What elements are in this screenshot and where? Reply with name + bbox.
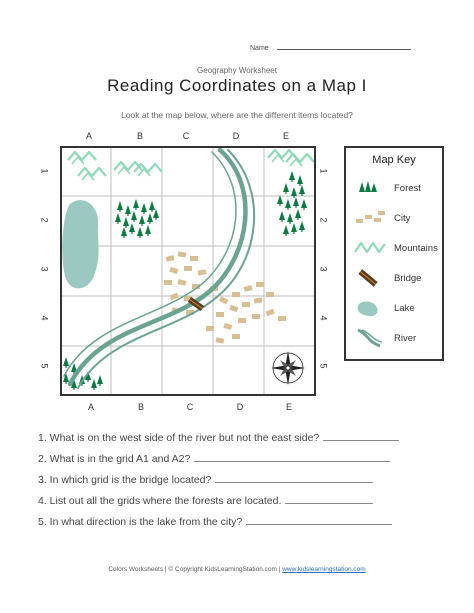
instruction-text: Look at the map below, where are the different items located?: [121, 110, 353, 120]
question-5: [38, 516, 392, 528]
row-label-right-2: 2: [318, 217, 329, 223]
legend-item-city: [346, 208, 442, 230]
question-2-text: 2. What is in the grid A1 and A2?: [38, 453, 191, 465]
legend-item-forest: [346, 178, 442, 200]
col-label-bottom-a: A: [87, 402, 94, 412]
answer-line-1[interactable]: [323, 432, 399, 441]
question-4-text: 4. List out all the grids where the forests are located.: [38, 495, 282, 507]
legend-item-mountains: [346, 238, 442, 260]
question-2: [38, 453, 390, 465]
legend-label-forest: Forest: [394, 183, 421, 194]
mountains-a1: [68, 152, 162, 180]
name-label: Name: [250, 45, 269, 52]
col-label-top-b: B: [136, 131, 143, 141]
row-label-right-1: 1: [318, 168, 329, 174]
col-label-bottom-b: B: [137, 402, 144, 412]
lake-icon: [354, 298, 384, 318]
legend-label-mountains: Mountains: [394, 243, 438, 254]
row-label-right-5: 5: [318, 363, 329, 369]
col-label-bottom-d: D: [236, 402, 244, 412]
worksheet-title: Reading Coordinates on a Map I: [107, 76, 367, 95]
answer-line-3[interactable]: [215, 474, 373, 483]
row-label-left-1: 1: [39, 168, 50, 174]
col-label-top-a: A: [85, 131, 92, 141]
map-key: [344, 146, 444, 361]
answer-line-2[interactable]: [194, 453, 390, 462]
city-icon: [354, 208, 388, 228]
row-label-left-2: 2: [39, 217, 50, 223]
footer-text: Colors Worksheets | © Copyright KidsLearningStation.com |: [108, 566, 281, 573]
forest-b2: [115, 199, 159, 238]
row-label-left-5: 5: [39, 363, 50, 369]
lake-shape: [62, 200, 98, 288]
legend-label-river: River: [394, 333, 417, 344]
row-label-right-4: 4: [318, 315, 329, 321]
answer-line-5[interactable]: [246, 516, 392, 525]
question-1: [38, 432, 399, 444]
name-line[interactable]: [277, 43, 411, 50]
col-label-bottom-e: E: [285, 402, 292, 412]
river-icon: [354, 328, 384, 350]
map-grid: [60, 146, 316, 396]
mountains-e1: [268, 150, 314, 166]
col-label-bottom-c: C: [186, 402, 194, 412]
row-label-left-3: 3: [39, 266, 50, 272]
legend-label-lake: Lake: [394, 303, 415, 314]
legend-item-bridge: [346, 268, 442, 290]
answer-line-4[interactable]: [285, 495, 373, 504]
row-label-left-4: 4: [39, 315, 50, 321]
question-1-text: 1. What is on the west side of the river but not the east side?: [38, 432, 320, 444]
col-label-top-e: E: [282, 131, 289, 141]
legend-item-lake: [346, 298, 442, 320]
legend-item-river: [346, 328, 442, 350]
bridge-icon: [354, 268, 384, 288]
tree-icon: [354, 178, 384, 198]
mountain-icon: [354, 238, 390, 258]
map-key-title: Map Key: [372, 154, 416, 166]
question-5-text: 5. In what direction is the lake from the city?: [38, 516, 243, 528]
legend-label-bridge: Bridge: [394, 273, 422, 284]
col-label-top-d: D: [232, 131, 240, 141]
compass-rose: [271, 351, 305, 385]
question-3-text: 3. In which grid is the bridge located?: [38, 474, 212, 486]
legend-label-city: City: [394, 213, 411, 224]
col-label-top-c: C: [182, 131, 190, 141]
worksheet-subtitle: Geography Worksheet: [197, 66, 277, 75]
forest-e1-e2: [277, 171, 307, 236]
footer: [0, 566, 474, 573]
name-field-row: [250, 43, 411, 52]
question-4: [38, 495, 373, 507]
footer-link[interactable]: www.kidslearningstation.com: [282, 566, 366, 573]
question-3: [38, 474, 373, 486]
row-label-right-3: 3: [318, 266, 329, 272]
